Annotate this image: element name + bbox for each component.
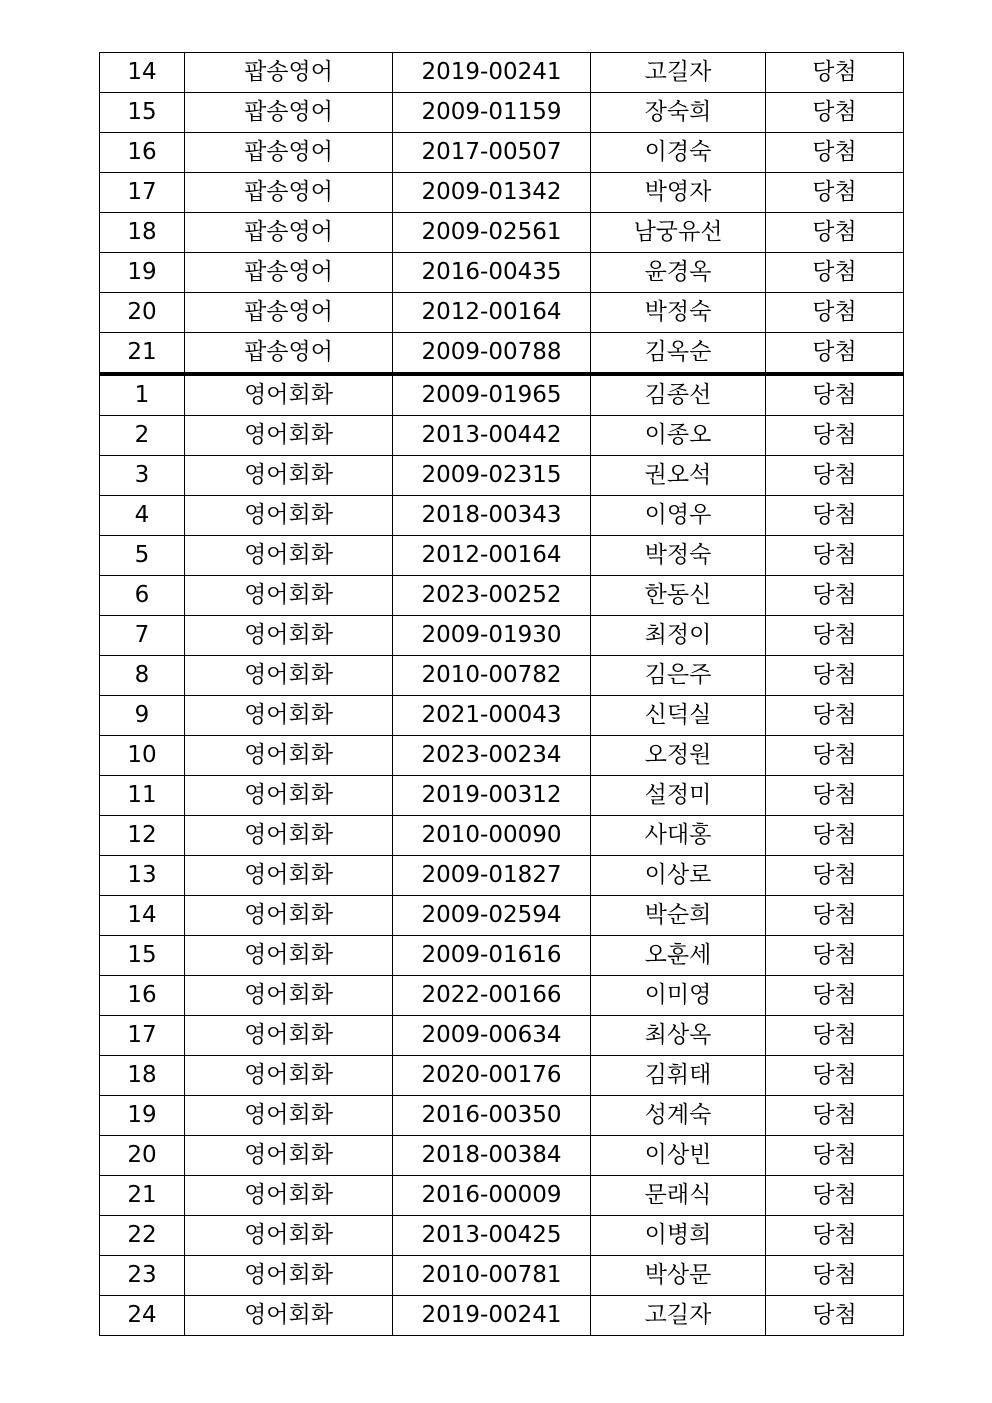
table-row xyxy=(100,776,904,816)
row-number-cell: 19 xyxy=(100,1096,185,1136)
result-cell: 당첨 xyxy=(766,936,904,976)
winners-sheet xyxy=(99,52,903,1336)
name-cell: 이종오 xyxy=(591,416,766,456)
member-id-cell: 2009-00634 xyxy=(393,1016,591,1056)
member-id-cell: 2010-00781 xyxy=(393,1256,591,1296)
name-cell: 이상로 xyxy=(591,856,766,896)
result-cell: 당첨 xyxy=(766,1056,904,1096)
member-id-cell: 2018-00384 xyxy=(393,1136,591,1176)
course-cell: 영어회화 xyxy=(185,1176,393,1216)
table-row xyxy=(100,696,904,736)
table-row xyxy=(100,416,904,456)
result-cell: 당첨 xyxy=(766,1096,904,1136)
name-cell: 김옥순 xyxy=(591,333,766,375)
row-number-cell: 5 xyxy=(100,536,185,576)
table-row xyxy=(100,456,904,496)
result-cell: 당첨 xyxy=(766,896,904,936)
name-cell: 이미영 xyxy=(591,976,766,1016)
row-number-cell: 15 xyxy=(100,93,185,133)
row-number-cell: 13 xyxy=(100,856,185,896)
result-cell: 당첨 xyxy=(766,776,904,816)
row-number-cell: 21 xyxy=(100,333,185,375)
row-number-cell: 15 xyxy=(100,936,185,976)
course-cell: 영어회화 xyxy=(185,456,393,496)
member-id-cell: 2017-00507 xyxy=(393,133,591,173)
course-cell: 영어회화 xyxy=(185,656,393,696)
member-id-cell: 2009-02561 xyxy=(393,213,591,253)
row-number-cell: 20 xyxy=(100,293,185,333)
course-cell: 영어회화 xyxy=(185,1056,393,1096)
course-cell: 팝송영어 xyxy=(185,93,393,133)
member-id-cell: 2018-00343 xyxy=(393,496,591,536)
row-number-cell: 18 xyxy=(100,213,185,253)
result-cell: 당첨 xyxy=(766,1216,904,1256)
course-cell: 영어회화 xyxy=(185,936,393,976)
row-number-cell: 4 xyxy=(100,496,185,536)
result-cell: 당첨 xyxy=(766,333,904,375)
name-cell: 김은주 xyxy=(591,656,766,696)
row-number-cell: 11 xyxy=(100,776,185,816)
course-cell: 영어회화 xyxy=(185,776,393,816)
name-cell: 성계숙 xyxy=(591,1096,766,1136)
member-id-cell: 2012-00164 xyxy=(393,293,591,333)
name-cell: 윤경옥 xyxy=(591,253,766,293)
name-cell: 설정미 xyxy=(591,776,766,816)
name-cell: 사대홍 xyxy=(591,816,766,856)
member-id-cell: 2009-01965 xyxy=(393,374,591,416)
name-cell: 박순희 xyxy=(591,896,766,936)
row-number-cell: 23 xyxy=(100,1256,185,1296)
result-cell: 당첨 xyxy=(766,696,904,736)
result-cell: 당첨 xyxy=(766,536,904,576)
member-id-cell: 2009-01930 xyxy=(393,616,591,656)
table-row xyxy=(100,856,904,896)
member-id-cell: 2016-00009 xyxy=(393,1176,591,1216)
course-cell: 영어회화 xyxy=(185,1016,393,1056)
table-row xyxy=(100,536,904,576)
name-cell: 문래식 xyxy=(591,1176,766,1216)
result-cell: 당첨 xyxy=(766,1296,904,1336)
result-cell: 당첨 xyxy=(766,173,904,213)
table-row xyxy=(100,1056,904,1096)
name-cell: 남궁유선 xyxy=(591,213,766,253)
result-cell: 당첨 xyxy=(766,616,904,656)
table-row xyxy=(100,816,904,856)
result-cell: 당첨 xyxy=(766,736,904,776)
table-row xyxy=(100,333,904,375)
name-cell: 한동신 xyxy=(591,576,766,616)
name-cell: 장숙희 xyxy=(591,93,766,133)
row-number-cell: 16 xyxy=(100,133,185,173)
row-number-cell: 19 xyxy=(100,253,185,293)
course-cell: 영어회화 xyxy=(185,374,393,416)
course-cell: 영어회화 xyxy=(185,976,393,1016)
member-id-cell: 2021-00043 xyxy=(393,696,591,736)
member-id-cell: 2009-01159 xyxy=(393,93,591,133)
table-row xyxy=(100,976,904,1016)
member-id-cell: 2010-00782 xyxy=(393,656,591,696)
result-cell: 당첨 xyxy=(766,293,904,333)
table-row xyxy=(100,1016,904,1056)
name-cell: 박정숙 xyxy=(591,293,766,333)
course-cell: 영어회화 xyxy=(185,1136,393,1176)
result-cell: 당첨 xyxy=(766,576,904,616)
table-row xyxy=(100,1296,904,1336)
name-cell: 박영자 xyxy=(591,173,766,213)
result-cell: 당첨 xyxy=(766,496,904,536)
table-row xyxy=(100,173,904,213)
member-id-cell: 2009-01827 xyxy=(393,856,591,896)
table-row xyxy=(100,576,904,616)
member-id-cell: 2016-00435 xyxy=(393,253,591,293)
result-cell: 당첨 xyxy=(766,374,904,416)
row-number-cell: 8 xyxy=(100,656,185,696)
name-cell: 신덕실 xyxy=(591,696,766,736)
name-cell: 오훈세 xyxy=(591,936,766,976)
course-cell: 영어회화 xyxy=(185,536,393,576)
result-cell: 당첨 xyxy=(766,1176,904,1216)
name-cell: 이경숙 xyxy=(591,133,766,173)
table-row xyxy=(100,253,904,293)
course-cell: 영어회화 xyxy=(185,1296,393,1336)
row-number-cell: 22 xyxy=(100,1216,185,1256)
course-cell: 팝송영어 xyxy=(185,333,393,375)
result-cell: 당첨 xyxy=(766,976,904,1016)
course-cell: 영어회화 xyxy=(185,816,393,856)
member-id-cell: 2012-00164 xyxy=(393,536,591,576)
row-number-cell: 2 xyxy=(100,416,185,456)
name-cell: 권오석 xyxy=(591,456,766,496)
table-row xyxy=(100,1216,904,1256)
row-number-cell: 14 xyxy=(100,53,185,93)
row-number-cell: 18 xyxy=(100,1056,185,1096)
result-cell: 당첨 xyxy=(766,253,904,293)
result-cell: 당첨 xyxy=(766,133,904,173)
name-cell: 김종선 xyxy=(591,374,766,416)
course-cell: 영어회화 xyxy=(185,496,393,536)
member-id-cell: 2009-02315 xyxy=(393,456,591,496)
name-cell: 이상빈 xyxy=(591,1136,766,1176)
row-number-cell: 3 xyxy=(100,456,185,496)
result-cell: 당첨 xyxy=(766,816,904,856)
table-row xyxy=(100,1096,904,1136)
member-id-cell: 2013-00442 xyxy=(393,416,591,456)
course-cell: 영어회화 xyxy=(185,736,393,776)
course-cell: 팝송영어 xyxy=(185,173,393,213)
winners-table-body xyxy=(100,53,904,1336)
course-cell: 영어회화 xyxy=(185,896,393,936)
row-number-cell: 9 xyxy=(100,696,185,736)
course-cell: 영어회화 xyxy=(185,856,393,896)
member-id-cell: 2022-00166 xyxy=(393,976,591,1016)
row-number-cell: 17 xyxy=(100,1016,185,1056)
course-cell: 팝송영어 xyxy=(185,253,393,293)
table-row xyxy=(100,616,904,656)
course-cell: 팝송영어 xyxy=(185,133,393,173)
member-id-cell: 2019-00241 xyxy=(393,53,591,93)
table-row xyxy=(100,736,904,776)
row-number-cell: 6 xyxy=(100,576,185,616)
course-cell: 영어회화 xyxy=(185,1096,393,1136)
row-number-cell: 16 xyxy=(100,976,185,1016)
member-id-cell: 2023-00252 xyxy=(393,576,591,616)
member-id-cell: 2019-00241 xyxy=(393,1296,591,1336)
course-cell: 영어회화 xyxy=(185,1216,393,1256)
result-cell: 당첨 xyxy=(766,1256,904,1296)
name-cell: 박정숙 xyxy=(591,536,766,576)
table-row xyxy=(100,496,904,536)
row-number-cell: 24 xyxy=(100,1296,185,1336)
table-row xyxy=(100,374,904,416)
name-cell: 이병희 xyxy=(591,1216,766,1256)
member-id-cell: 2009-01342 xyxy=(393,173,591,213)
member-id-cell: 2009-01616 xyxy=(393,936,591,976)
table-row xyxy=(100,1136,904,1176)
name-cell: 박상문 xyxy=(591,1256,766,1296)
member-id-cell: 2020-00176 xyxy=(393,1056,591,1096)
table-row xyxy=(100,896,904,936)
member-id-cell: 2010-00090 xyxy=(393,816,591,856)
row-number-cell: 7 xyxy=(100,616,185,656)
member-id-cell: 2009-00788 xyxy=(393,333,591,375)
table-row xyxy=(100,93,904,133)
table-row xyxy=(100,1176,904,1216)
table-row xyxy=(100,133,904,173)
table-row xyxy=(100,656,904,696)
member-id-cell: 2023-00234 xyxy=(393,736,591,776)
winners-table xyxy=(99,52,904,1336)
name-cell: 김휘태 xyxy=(591,1056,766,1096)
result-cell: 당첨 xyxy=(766,1136,904,1176)
course-cell: 영어회화 xyxy=(185,576,393,616)
member-id-cell: 2009-02594 xyxy=(393,896,591,936)
result-cell: 당첨 xyxy=(766,456,904,496)
member-id-cell: 2016-00350 xyxy=(393,1096,591,1136)
result-cell: 당첨 xyxy=(766,93,904,133)
row-number-cell: 17 xyxy=(100,173,185,213)
result-cell: 당첨 xyxy=(766,1016,904,1056)
name-cell: 최정이 xyxy=(591,616,766,656)
name-cell: 최상옥 xyxy=(591,1016,766,1056)
row-number-cell: 1 xyxy=(100,374,185,416)
name-cell: 이영우 xyxy=(591,496,766,536)
result-cell: 당첨 xyxy=(766,656,904,696)
course-cell: 팝송영어 xyxy=(185,293,393,333)
name-cell: 오정원 xyxy=(591,736,766,776)
member-id-cell: 2013-00425 xyxy=(393,1216,591,1256)
table-row xyxy=(100,1256,904,1296)
row-number-cell: 14 xyxy=(100,896,185,936)
course-cell: 영어회화 xyxy=(185,416,393,456)
result-cell: 당첨 xyxy=(766,416,904,456)
course-cell: 팝송영어 xyxy=(185,53,393,93)
result-cell: 당첨 xyxy=(766,53,904,93)
table-row xyxy=(100,53,904,93)
name-cell: 고길자 xyxy=(591,53,766,93)
row-number-cell: 20 xyxy=(100,1136,185,1176)
name-cell: 고길자 xyxy=(591,1296,766,1336)
course-cell: 영어회화 xyxy=(185,616,393,656)
table-row xyxy=(100,213,904,253)
result-cell: 당첨 xyxy=(766,213,904,253)
table-row xyxy=(100,293,904,333)
course-cell: 팝송영어 xyxy=(185,213,393,253)
member-id-cell: 2019-00312 xyxy=(393,776,591,816)
course-cell: 영어회화 xyxy=(185,1256,393,1296)
row-number-cell: 10 xyxy=(100,736,185,776)
row-number-cell: 21 xyxy=(100,1176,185,1216)
course-cell: 영어회화 xyxy=(185,696,393,736)
result-cell: 당첨 xyxy=(766,856,904,896)
row-number-cell: 12 xyxy=(100,816,185,856)
table-row xyxy=(100,936,904,976)
